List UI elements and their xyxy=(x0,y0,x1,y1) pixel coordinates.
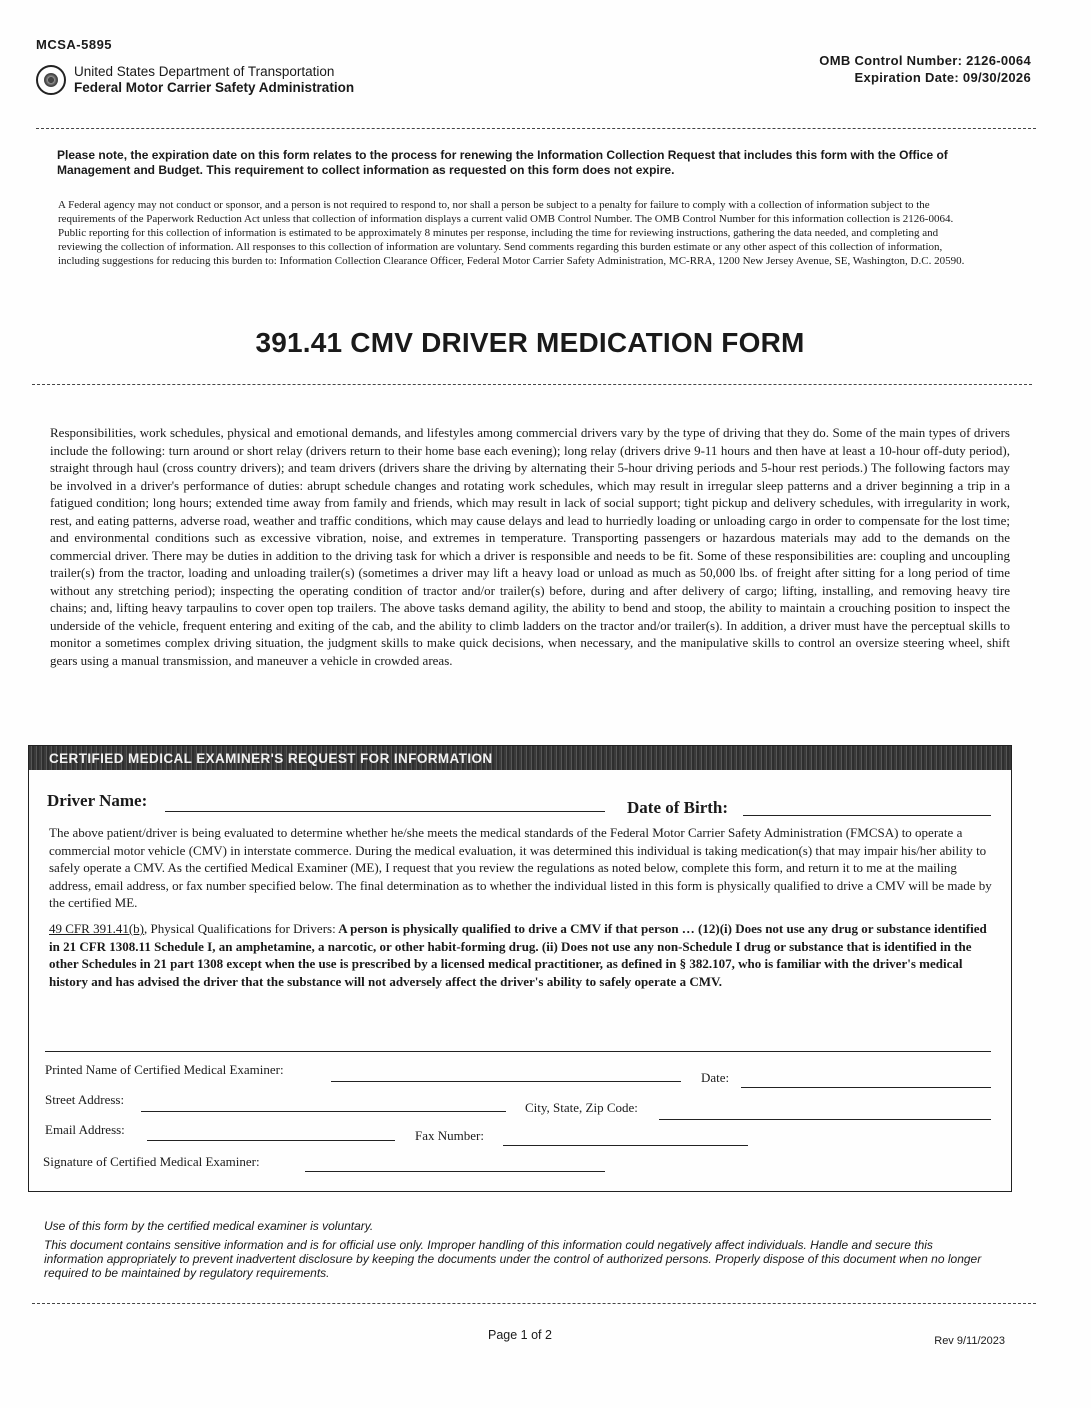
email-address-label: Email Address: xyxy=(45,1122,125,1137)
expiration-note: Please note, the expiration date on this form relates to the process for renewing the Information Collection Request that includes this form with the Office of Management and Budget. This requirement to collect information as requested on this form does not expire. xyxy=(57,148,948,177)
printed-name-field[interactable] xyxy=(331,1080,681,1082)
agency-block xyxy=(36,64,354,96)
request-box-header: CERTIFIED MEDICAL EXAMINER'S REQUEST FOR INFORMATION xyxy=(29,746,1011,770)
dob-label: Date of Birth: xyxy=(627,798,729,817)
signature-label: Signature of Certified Medical Examiner: xyxy=(43,1154,260,1169)
separator-line xyxy=(45,1050,991,1052)
signature-field[interactable] xyxy=(305,1170,605,1172)
dob-field[interactable] xyxy=(743,814,991,816)
burden-statement: A Federal agency may not conduct or sponsor, and a person is not required to respond to, nor shall a person be subject to a penalty for failure to comply with a collection of information subject to the requirements of the Paperwork Reduction Act unless that collection of information displays a current valid OMB Control Number. The OMB Control Number for this information collection is 2126-0064. Public reporting for this collection of information is estimated to be approximately 8 minutes per response, including the time for reviewing instructions, gathering the data needed, and completing and reviewing the collection of information. All responses to this collection of information are voluntary. Send comments regarding this burden estimate or any other aspect of this collection of information, including suggestions for reducing this burden to: Information Collection Clearance Officer, Federal Motor Carrier Safety Administration, MC-RRA, 1200 New Jersey Avenue, SE, Washington, D.C. 20590. xyxy=(58,199,965,267)
dot-seal-icon xyxy=(36,65,66,95)
omb-block xyxy=(819,52,1031,86)
responsibilities-paragraph: Responsibilities, work schedules, physical and emotional demands, and lifestyles among commercial drivers vary by the type of driving that they do. Some of the main types of drivers include the following: turn around or short relay (drivers return to their home base each evening); long relay (drivers drive 9-11 hours and then have at least a 10-hour off-duty period), straight through haul (cross country drivers); and team drivers (drivers share the driving by alternating their 5-hour driving periods and 5-hour rest periods.) The following factors may be involved in a driver's performance of duties: abrupt schedule changes and rotating work schedules, which may result in irregular sleep patterns and a driver beginning a trip in a fatigued condition; long hours; extended time away from family and friends, which may result in lack of social support; tight pickup and delivery schedules, with irregularity in work, rest, and eating patterns, adverse road, weather and traffic conditions, which may cause delays and lead to hurriedly loading or unloading cargo in order to compensate for the lost time; and environmental conditions such as excessive vibration, noise, and extremes in temperature. Transporting passengers or hazardous materials may add to the demands on the commercial driver. There may be duties in addition to the driving task for which a driver is responsible and needs to be fit. Some of these responsibilities are: coupling and uncoupling trailer(s) from the tractor, loading and unloading trailer(s) (sometimes a driver may lift a heavy load or unload as much as 50,000 lbs. of freight after sitting for a long period of time without any stretching period); inspecting the operating condition of tractor and/or trailer(s) before, during and after delivery of cargo; lifting, installing, and removing heavy tire chains; and, lifting heavy tarpaulins to cover open top trailers. The above tasks demand agility, the ability to bend and stoop, the ability to maintain a crouching position to inspect the underside of the vehicle, frequent entering and exiting of the cab, and the ability to climb ladders on the tractor and/or trailer(s). In addition, a driver must have the perceptual skills to monitor a sometimes complex driving situation, the judgment skills to make quick decisions, when necessary, and the manipulative skills to control an oversize steering wheel, shift gears using a manual transmission, and maneuver a vehicle in crowded areas. xyxy=(50,425,1010,668)
evaluation-paragraph: The above patient/driver is being evaluated to determine whether he/she meets the medical standards of the Federal Motor Carrier Safety Administration (FMCSA) to operate a commercial motor vehicle (CMV) in interstate commerce. During the medical evaluation, it was determined this individual is taking medication(s) that may impair his/her ability to safely operate a CMV. As the certified Medical Examiner (ME), I request that you review the regulations as noted below, complete this form, and return it to me at the mailing address, email address, or fax number specified below. The final determination as to whether the individual listed in this form is physically qualified to drive a CMV will be made by the certified ME. xyxy=(49,825,992,910)
omb-control-number: OMB Control Number: 2126-0064 xyxy=(819,53,1031,68)
cfr-reference-link[interactable]: 49 CFR 391.41(b) xyxy=(49,921,144,936)
fax-number-field[interactable] xyxy=(503,1144,748,1146)
form-id: MCSA-5895 xyxy=(36,37,113,52)
sensitive-notice: This document contains sensitive information and is for official use only. Improper handling of this information could negatively affect individuals. Handle and secure this information appropriately to prevent inadvertent disclosure by keeping the documents under the control of authorized persons. Properly dispose of this document when no longer required to be maintained by regulatory requirements. xyxy=(44,1238,982,1280)
header-divider xyxy=(36,128,1036,129)
driver-name-field[interactable] xyxy=(165,810,605,812)
page-number: Page 1 of 2 xyxy=(488,1328,552,1342)
date-label: Date: xyxy=(701,1070,730,1085)
title-divider xyxy=(32,384,1032,385)
cfr-paragraph xyxy=(49,920,994,990)
page-title: 391.41 CMV DRIVER MEDICATION FORM xyxy=(255,327,805,358)
city-state-zip-label: City, State, Zip Code: xyxy=(525,1100,638,1115)
date-field[interactable] xyxy=(741,1086,991,1088)
street-address-label: Street Address: xyxy=(45,1092,125,1107)
agency-department: United States Department of Transportation xyxy=(74,64,335,79)
agency-administration: Federal Motor Carrier Safety Administration xyxy=(74,80,355,95)
cfr-text: A person is physically qualified to drive a CMV if that person … (12)(i) Does not use any drug or substance identified in 21 CFR 1308.11 Schedule I, an amphetamine, a narcotic, or other habit-forming drug. (ii) Does not use any non-Schedule I drug or substance that is identified in the other Schedules in 21 part 1308 except when the use is prescribed by a licensed medical practitioner, as defined in § 382.107, who is familiar with the driver's medical history and has advised the driver that the substance will not adversely affect the driver's ability to safely operate a CMV. xyxy=(49,921,987,989)
street-address-field[interactable] xyxy=(141,1110,506,1112)
driver-name-label: Driver Name: xyxy=(47,791,148,810)
expiration-date: Expiration Date: 09/30/2026 xyxy=(854,70,1031,85)
email-address-field[interactable] xyxy=(147,1139,395,1141)
voluntary-note: Use of this form by the certified medical examiner is voluntary. xyxy=(44,1219,374,1233)
request-box xyxy=(28,745,1012,1192)
fax-number-label: Fax Number: xyxy=(415,1128,484,1143)
footer-divider xyxy=(32,1303,1036,1304)
revision-date: Rev 9/11/2023 xyxy=(934,1335,1005,1347)
cfr-title: , Physical Qualifications for Drivers: xyxy=(143,921,336,936)
printed-name-label: Printed Name of Certified Medical Examiner: xyxy=(45,1062,284,1077)
city-state-zip-field[interactable] xyxy=(659,1118,991,1120)
